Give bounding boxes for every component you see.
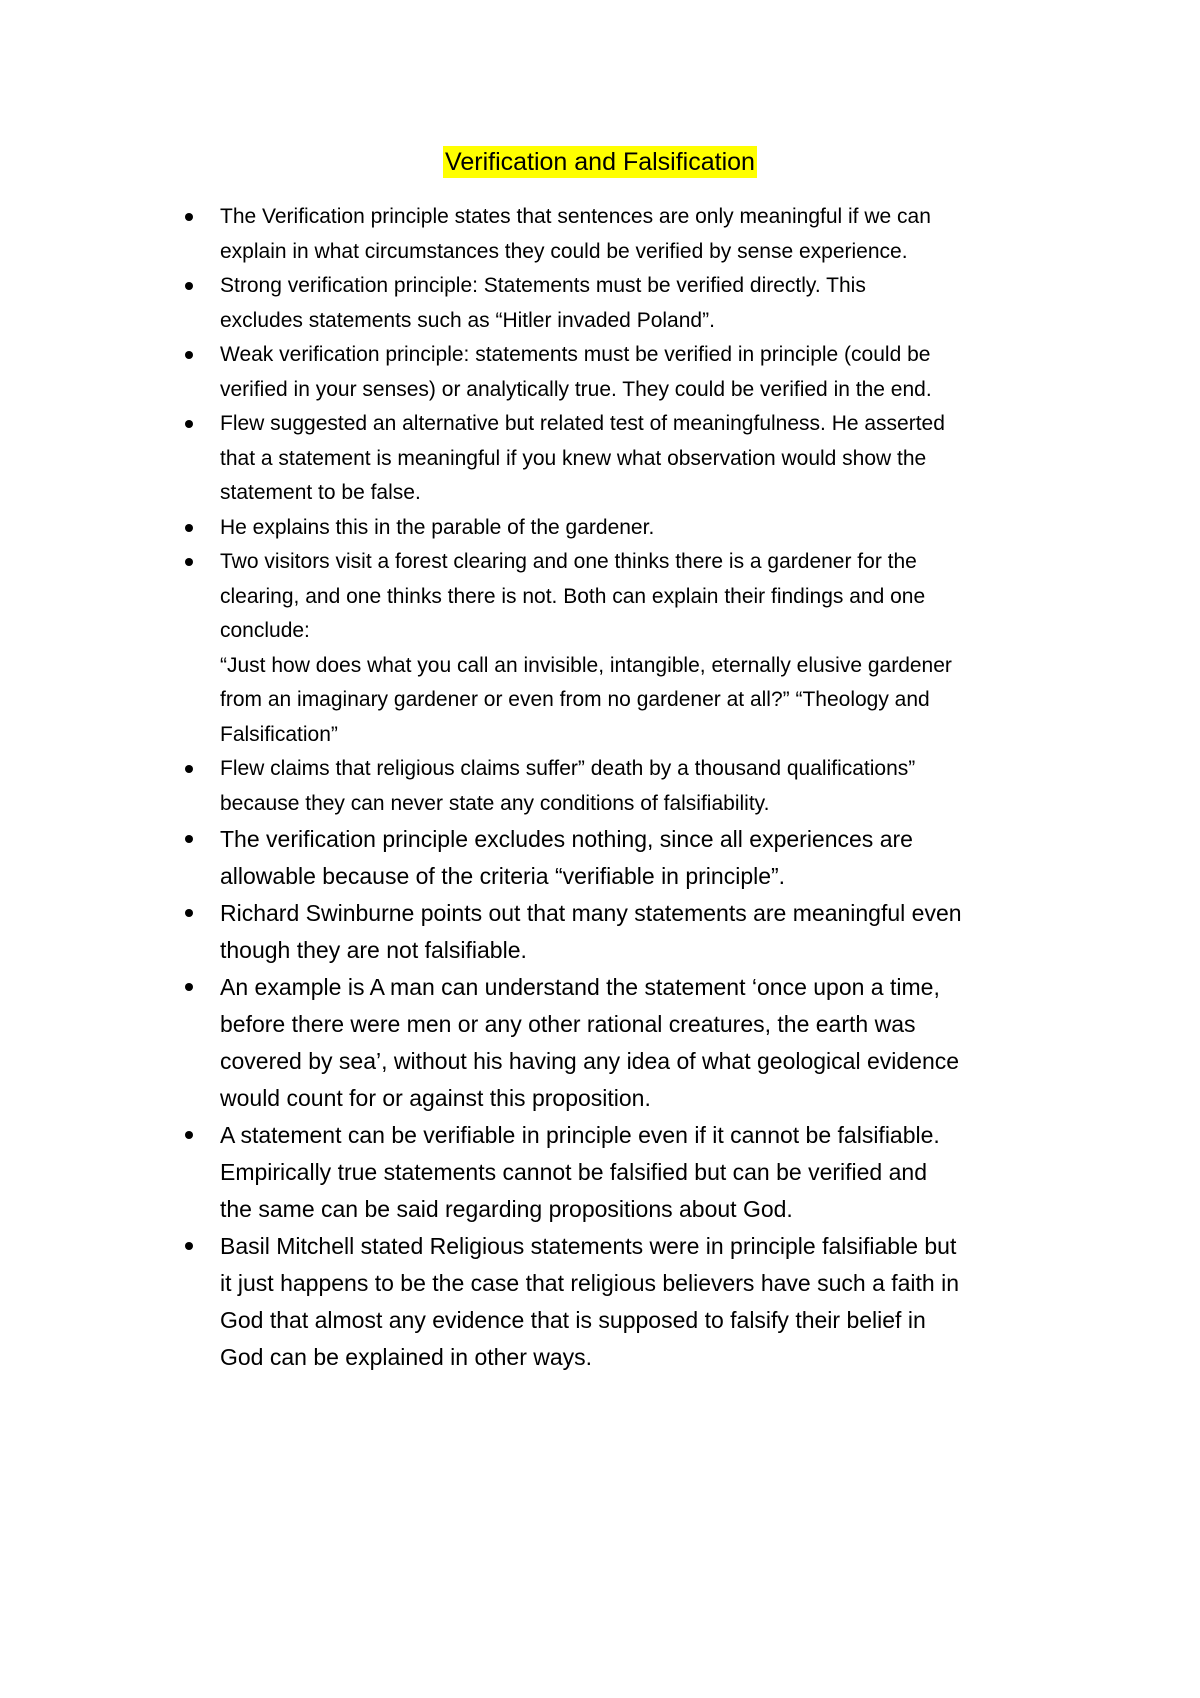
bullet-text-line: from an imaginary gardener or even from no gardener at all?” “Theology and [220,688,930,711]
bullet-text-line: The Verification principle states that sentences are only meaningful if we can [220,205,931,228]
bullet-text-line: Flew suggested an alternative but related test of meaningfulness. He asserted [220,412,945,435]
bullet-item [0,821,1090,895]
bullet-text-line: excludes statements such as “Hitler invaded Poland”. [220,308,715,332]
bullet-dot-icon [185,909,193,917]
bullet-item [0,338,1090,407]
bullet-text-line: statement to be false. [220,481,421,504]
bullet-item [0,1117,1090,1228]
bullet-dot-icon [185,213,193,221]
bullet-item [0,752,1090,821]
bullet-list [0,200,1200,1376]
bullet-text-line: Strong verification principle: Statements must be verified directly. This [220,274,866,297]
bullet-text-line: it just happens to be the case that religious believers have such a faith in [220,1270,960,1296]
bullet-text-line: because they can never state any conditions of falsifiability. [220,791,770,815]
bullet-dot-icon [185,1131,193,1139]
bullet-text-line: would count for or against this proposition. [220,1085,651,1111]
bullet-item [0,269,1090,338]
bullet-text-line: that a statement is meaningful if you knew what observation would show the [220,446,927,470]
bullet-text-line: the same can be said regarding propositions about God. [220,1196,793,1222]
bullet-text-line: verified in your senses) or analytically true. They could be verified in the end. [220,377,932,401]
bullet-dot-icon [185,420,193,428]
bullet-text-line: Richard Swinburne points out that many statements are meaningful even [220,900,962,926]
bullet-text-line: Empirically true statements cannot be falsified but can be verified and [220,1159,927,1185]
bullet-item [0,511,1090,546]
bullet-text-line: The verification principle excludes nothing, since all experiences are [220,826,913,852]
bullet-item [0,1228,1090,1376]
bullet-text-line: allowable because of the criteria “verifiable in principle”. [220,863,786,889]
bullet-item [0,407,1090,511]
bullet-dot-icon [185,835,193,843]
bullet-text-line: Two visitors visit a forest clearing and one thinks there is a gardener for the [220,550,917,573]
bullet-text-line: though they are not falsifiable. [220,937,527,963]
bullet-text-line: explain in what circumstances they could be verified by sense experience. [220,239,908,263]
bullet-text-line: before there were men or any other rational creatures, the earth was [220,1011,916,1037]
bullet-text-line: He explains this in the parable of the gardener. [220,515,655,539]
bullet-text-line: Falsification” [220,722,338,746]
bullet-text-line: conclude: [220,619,310,642]
title-wrapper [0,146,1200,178]
bullet-text-line: Basil Mitchell stated Religious statements were in principle falsifiable but [220,1233,957,1259]
bullet-dot-icon [185,351,193,359]
bullet-text-line: God that almost any evidence that is supposed to falsify their belief in [220,1307,926,1333]
bullet-text-line: An example is A man can understand the statement ‘once upon a time, [220,974,940,1000]
bullet-dot-icon [185,983,193,991]
bullet-item [0,969,1090,1117]
bullet-item [0,200,1090,269]
bullet-dot-icon [185,282,193,290]
document-title: Verification and Falsification [445,148,755,176]
bullet-text-line: A statement can be verifiable in principle even if it cannot be falsifiable. [220,1122,940,1148]
bullet-item [0,545,1090,752]
bullet-text-line: clearing, and one thinks there is not. Both can explain their findings and one [220,584,926,608]
bullet-dot-icon [185,1242,193,1250]
bullet-item [0,895,1090,969]
bullet-dot-icon [185,765,193,773]
bullet-text-line: God can be explained in other ways. [220,1344,593,1370]
bullet-text-line: Weak verification principle: statements must be verified in principle (could be [220,343,931,366]
bullet-text-line: Flew claims that religious claims suffer” death by a thousand qualifications” [220,757,916,780]
bullet-dot-icon [185,558,193,566]
bullet-text-line: “Just how does what you call an invisible, intangible, eternally elusive gardener [220,653,952,677]
bullet-dot-icon [185,524,193,532]
bullet-text-line: covered by sea’, without his having any idea of what geological evidence [220,1048,960,1074]
